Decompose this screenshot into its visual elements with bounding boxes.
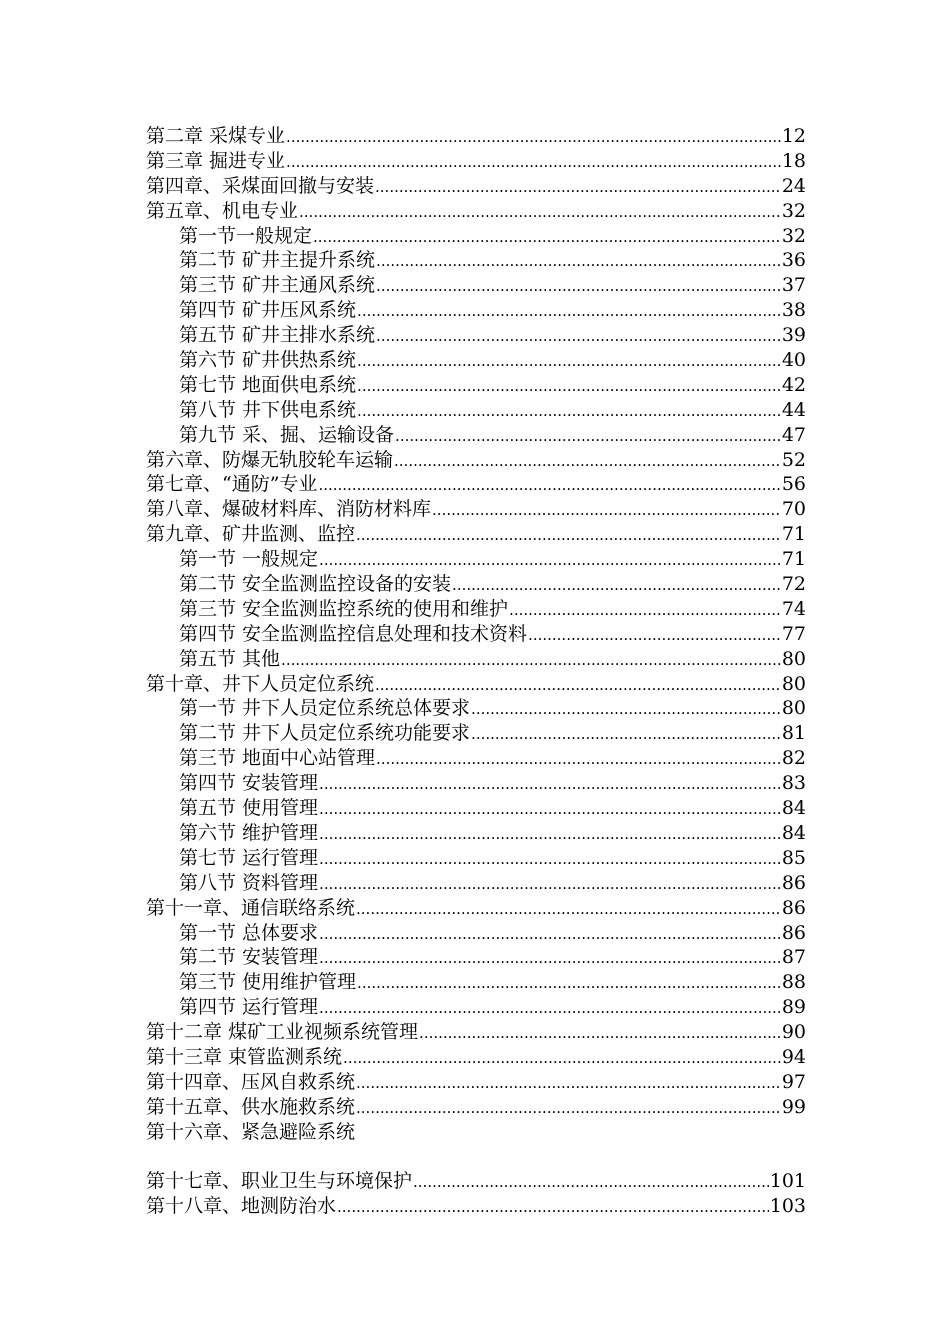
toc-page-number: 89 — [781, 996, 806, 1019]
toc-entry-title: 第一节 一般规定 — [179, 548, 319, 571]
toc-page-number: 52 — [781, 448, 806, 471]
toc-chapter-entry[interactable] — [146, 1120, 806, 1145]
toc-entry-title: 第四章、采煤面回撤与安装 — [146, 174, 375, 197]
toc-dot-leader — [281, 648, 781, 673]
toc-chapter-entry[interactable] — [146, 1194, 806, 1219]
toc-dot-leader — [319, 872, 781, 897]
toc-page-number: 84 — [781, 797, 806, 820]
toc-dot-leader — [357, 299, 781, 324]
toc-page-number: 24 — [781, 174, 806, 197]
toc-section-entry[interactable] — [146, 721, 806, 746]
toc-dot-leader — [452, 573, 781, 598]
toc-page-number: 70 — [781, 498, 806, 521]
toc-dot-leader — [356, 1071, 781, 1096]
toc-entry-title: 第二节 井下人员定位系统功能要求 — [179, 722, 471, 745]
toc-dot-leader — [357, 971, 781, 996]
toc-page-number: 42 — [781, 373, 806, 396]
toc-page-number: 80 — [781, 647, 806, 670]
toc-entry-title: 第二章 采煤专业 — [146, 125, 286, 147]
toc-page-number: 47 — [781, 423, 806, 446]
toc-page-number: 74 — [781, 597, 806, 620]
toc-section-entry[interactable] — [146, 298, 806, 323]
toc-section-entry[interactable] — [146, 871, 806, 896]
toc-page-number: 83 — [781, 772, 806, 795]
toc-section-entry[interactable] — [146, 945, 806, 970]
toc-entry-title: 第六节 矿井供热系统 — [179, 349, 357, 372]
toc-entry-title: 第八节 资料管理 — [179, 871, 319, 894]
toc-page-number: 71 — [781, 523, 806, 546]
toc-page-number: 32 — [781, 199, 806, 222]
toc-entry-title: 第一节 总体要求 — [179, 921, 319, 944]
toc-dot-leader — [471, 697, 781, 722]
toc-dot-leader — [376, 274, 781, 299]
toc-entry-title: 第二节 矿井主提升系统 — [179, 249, 376, 272]
toc-page-number: 72 — [781, 573, 806, 596]
toc-chapter-entry[interactable] — [146, 672, 806, 697]
toc-section-entry[interactable] — [146, 696, 806, 721]
toc-section-entry[interactable] — [146, 547, 806, 572]
toc-page-number: 81 — [781, 722, 806, 745]
toc-dot-leader — [337, 1195, 769, 1220]
toc-entry-title: 第九章、矿井监测、监控 — [146, 523, 356, 546]
toc-entry-title: 第七节 运行管理 — [179, 846, 319, 869]
toc-page-number: 80 — [781, 697, 806, 720]
toc-dot-leader — [357, 399, 781, 424]
toc-section-entry[interactable] — [146, 373, 806, 398]
toc-chapter-entry[interactable] — [146, 124, 806, 149]
toc-entry-title: 第十七章、职业卫生与环境保护 — [146, 1170, 413, 1193]
toc-dot-leader — [375, 175, 781, 200]
toc-page-number: 80 — [781, 672, 806, 695]
toc-entry-title: 第七章、“通防”专业 — [146, 473, 318, 496]
toc-dot-leader — [413, 1170, 769, 1195]
toc-page-number: 36 — [781, 249, 806, 272]
toc-page-number: 38 — [781, 299, 806, 322]
toc-entry-title: 第一节 井下人员定位系统总体要求 — [179, 697, 471, 720]
toc-section-entry[interactable] — [146, 921, 806, 946]
toc-entry-title: 第八章、爆破材料库、消防材料库 — [146, 498, 432, 521]
toc-dot-leader — [357, 349, 781, 374]
toc-page-number: 77 — [781, 622, 806, 645]
toc-page-number: 86 — [781, 921, 806, 944]
toc-spacer — [146, 1145, 806, 1170]
toc-entry-title: 第五章、机电专业 — [146, 199, 299, 222]
toc-section-entry[interactable] — [146, 970, 806, 995]
toc-section-entry[interactable] — [146, 572, 806, 597]
toc-dot-leader — [528, 623, 781, 648]
toc-entry-title: 第五节 其他 — [179, 647, 281, 670]
toc-dot-leader — [319, 822, 781, 847]
toc-dot-leader — [509, 598, 781, 623]
toc-section-entry[interactable] — [146, 597, 806, 622]
toc-entry-title: 第三节 矿井主通风系统 — [179, 274, 376, 297]
toc-chapter-entry[interactable] — [146, 1169, 806, 1194]
toc-dot-leader — [394, 449, 781, 474]
toc-entry-title: 第六节 维护管理 — [179, 821, 319, 844]
toc-section-entry[interactable] — [146, 647, 806, 672]
toc-dot-leader — [343, 1046, 781, 1071]
toc-entry-title: 第六章、防爆无轨胶轮车运输 — [146, 448, 394, 471]
toc-dot-leader — [432, 498, 781, 523]
toc-dot-leader — [376, 747, 781, 772]
toc-entry-title: 第三节 使用维护管理 — [179, 971, 357, 994]
toc-section-entry[interactable] — [146, 423, 806, 448]
toc-entry-title: 第十三章 束管监测系统 — [146, 1045, 343, 1068]
toc-entry-title: 第四节 安装管理 — [179, 772, 319, 795]
toc-dot-leader — [395, 424, 781, 449]
toc-chapter-entry[interactable] — [146, 896, 806, 921]
toc-dot-leader — [319, 847, 781, 872]
toc-entry-title: 第二节 安装管理 — [179, 946, 319, 969]
toc-section-entry[interactable] — [146, 622, 806, 647]
toc-entry-title: 第十二章 煤矿工业视频系统管理 — [146, 1021, 419, 1044]
toc-page-number: 12 — [781, 125, 806, 147]
toc-entry-title: 第二节 安全监测监控设备的安装 — [179, 573, 452, 596]
toc-page-number: 56 — [781, 473, 806, 496]
toc-page-number: 86 — [781, 896, 806, 919]
toc-page-number: 40 — [781, 349, 806, 372]
toc-entry-title: 第九节 采、掘、运输设备 — [179, 423, 395, 446]
toc-page-number: 97 — [781, 1070, 806, 1093]
toc-dot-leader — [356, 897, 781, 922]
toc-entry-title: 第四节 安全监测监控信息处理和技术资料 — [179, 622, 528, 645]
toc-dot-leader — [375, 673, 781, 698]
toc-chapter-entry[interactable] — [146, 1070, 806, 1095]
toc-page-number: 94 — [781, 1045, 806, 1068]
toc-entry-title: 第三节 地面中心站管理 — [179, 747, 376, 770]
toc-section-entry[interactable] — [146, 248, 806, 273]
toc-dot-leader — [356, 523, 781, 548]
toc-page-number: 44 — [781, 398, 806, 421]
toc-chapter-entry[interactable] — [146, 199, 806, 224]
toc-chapter-entry[interactable] — [146, 448, 806, 473]
toc-chapter-entry[interactable] — [146, 1020, 806, 1045]
toc-entry-title: 第一节一般规定 — [179, 224, 313, 247]
toc-chapter-entry[interactable] — [146, 472, 806, 497]
toc-page-number: 39 — [781, 324, 806, 347]
toc-entry-title: 第五节 使用管理 — [179, 797, 319, 820]
toc-entry-title: 第十八章、地测防治水 — [146, 1195, 337, 1218]
toc-dot-leader — [319, 772, 781, 797]
toc-dot-leader — [356, 1096, 781, 1121]
toc-entry-title: 第十五章、供水施救系统 — [146, 1095, 356, 1118]
toc-page-number: 88 — [781, 971, 806, 994]
toc-entry-title: 第四节 矿井压风系统 — [179, 299, 357, 322]
toc-dot-leader — [419, 1021, 781, 1046]
toc-chapter-entry[interactable] — [146, 522, 806, 547]
toc-section-entry[interactable] — [146, 796, 806, 821]
toc-dot-leader — [376, 249, 781, 274]
toc-entry-title: 第十章、井下人员定位系统 — [146, 672, 375, 695]
toc-page-number: 32 — [781, 224, 806, 247]
toc-section-entry[interactable] — [146, 821, 806, 846]
toc-section-entry[interactable] — [146, 846, 806, 871]
toc-dot-leader — [286, 125, 781, 150]
toc-entry-title: 第七节 地面供电系统 — [179, 373, 357, 396]
toc-page-number: 18 — [781, 149, 806, 172]
toc-dot-leader — [319, 797, 781, 822]
toc-page-number: 90 — [781, 1021, 806, 1044]
toc-section-entry[interactable] — [146, 273, 806, 298]
toc-dot-leader — [471, 722, 781, 747]
toc-entry-title: 第十六章、紧急避险系统 — [146, 1120, 356, 1143]
toc-section-entry[interactable] — [146, 995, 806, 1020]
toc-page-number: 84 — [781, 821, 806, 844]
toc-page-number: 87 — [781, 946, 806, 969]
toc-dot-leader — [319, 996, 781, 1021]
toc-entry-title: 第十四章、压风自救系统 — [146, 1070, 356, 1093]
toc-section-entry[interactable] — [146, 398, 806, 423]
toc-entry-title: 第四节 运行管理 — [179, 996, 319, 1019]
toc-section-entry[interactable] — [146, 771, 806, 796]
toc-page-number: 103 — [769, 1195, 806, 1218]
toc-chapter-entry[interactable] — [146, 1095, 806, 1120]
toc-section-entry[interactable] — [146, 746, 806, 771]
toc-entry-title: 第五节 矿井主排水系统 — [179, 324, 376, 347]
toc-page-number: 37 — [781, 274, 806, 297]
toc-dot-leader — [299, 200, 781, 225]
toc-entry-title: 第三节 安全监测监控系统的使用和维护 — [179, 597, 509, 620]
toc-dot-leader — [319, 922, 781, 947]
toc-chapter-entry[interactable] — [146, 1045, 806, 1070]
toc-page-number: 101 — [769, 1170, 806, 1193]
toc-entry-title: 第十一章、通信联络系统 — [146, 896, 356, 919]
toc-page-number: 71 — [781, 548, 806, 571]
toc-page-number: 99 — [781, 1095, 806, 1118]
toc-dot-leader — [286, 150, 781, 175]
toc-dot-leader — [376, 324, 781, 349]
toc-chapter-entry[interactable] — [146, 174, 806, 199]
toc-dot-leader — [313, 225, 781, 250]
toc-page-number: 82 — [781, 747, 806, 770]
toc-chapter-entry[interactable] — [146, 497, 806, 522]
toc-section-entry[interactable] — [146, 224, 806, 249]
table-of-contents — [146, 124, 806, 1219]
toc-chapter-entry[interactable] — [146, 149, 806, 174]
toc-section-entry[interactable] — [146, 323, 806, 348]
toc-entry-title: 第八节 井下供电系统 — [179, 398, 357, 421]
toc-dot-leader — [357, 374, 781, 399]
toc-entry-title: 第三章 掘进专业 — [146, 149, 286, 172]
toc-dot-leader — [319, 946, 781, 971]
toc-section-entry[interactable] — [146, 348, 806, 373]
toc-dot-leader — [318, 473, 780, 498]
toc-dot-leader — [319, 548, 781, 573]
toc-page-number: 86 — [781, 871, 806, 894]
toc-page-number: 85 — [781, 846, 806, 869]
